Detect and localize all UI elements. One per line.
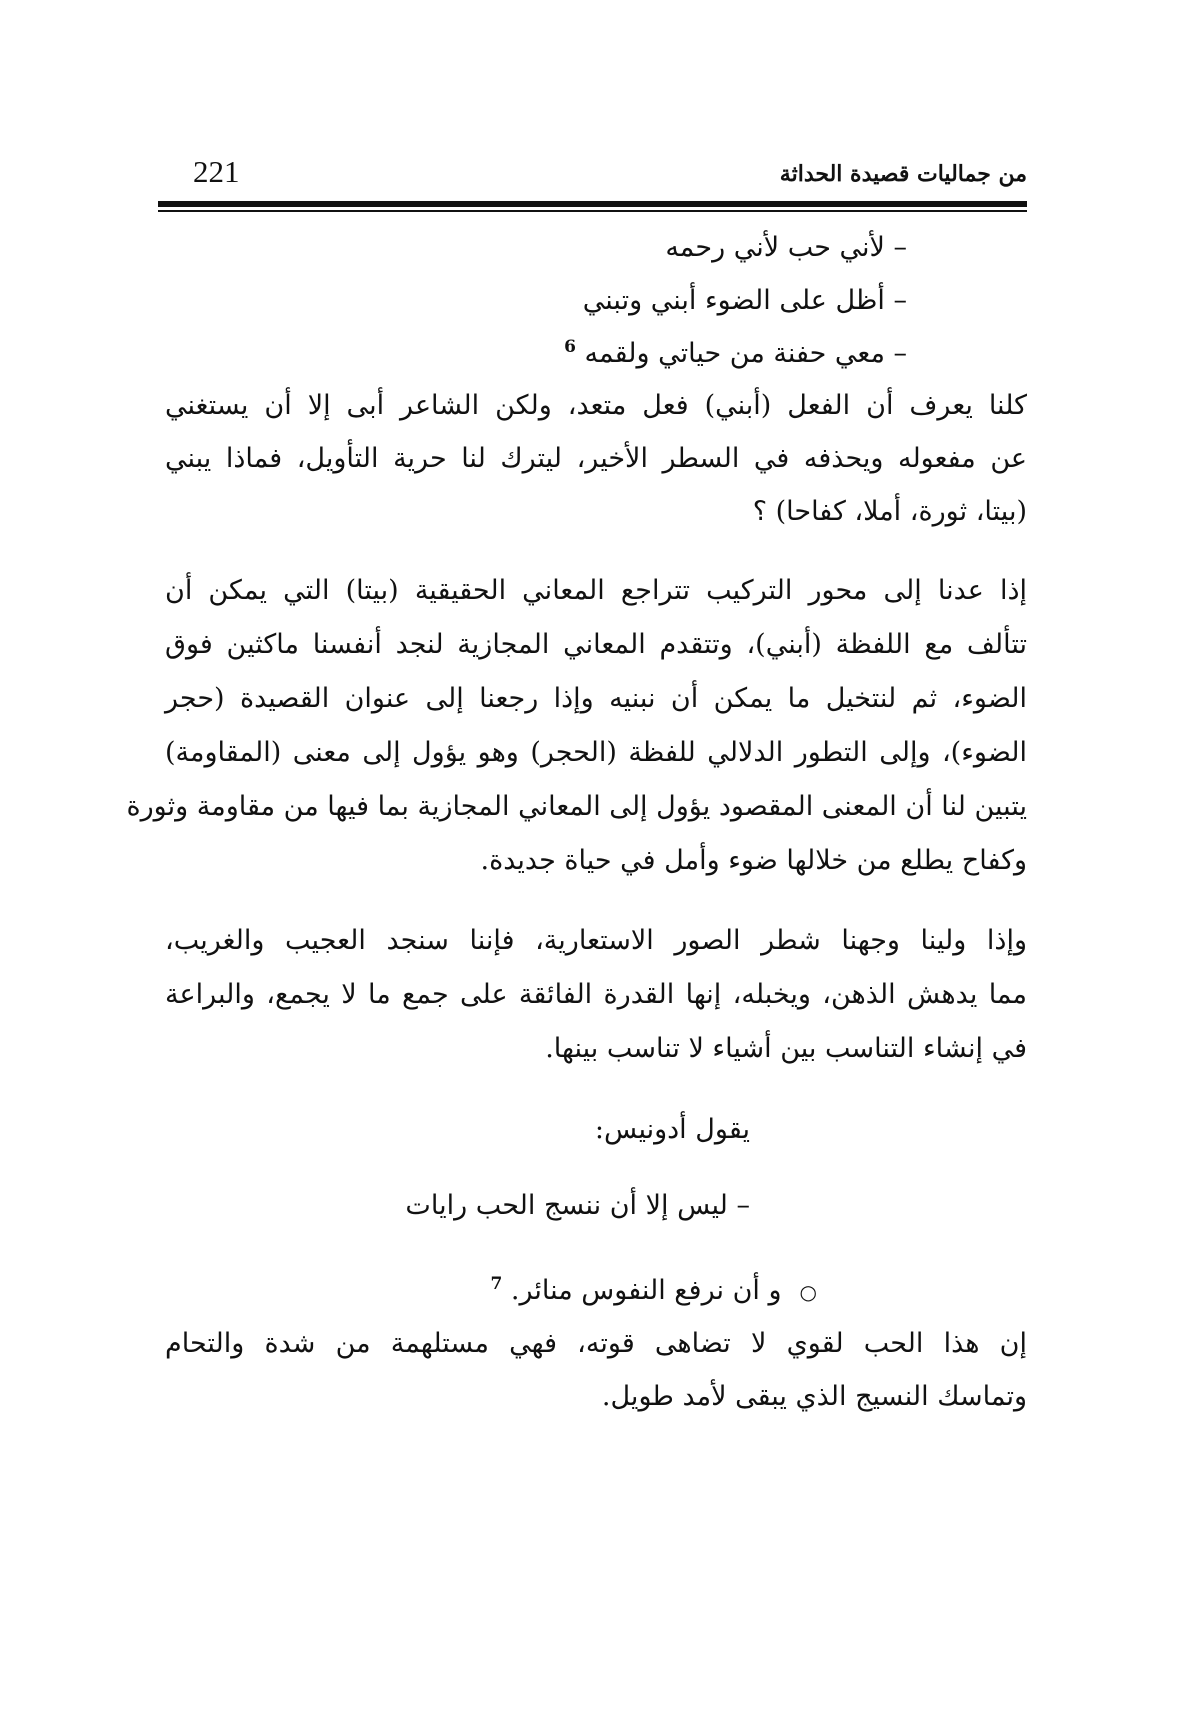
poem-line bbox=[490, 1271, 817, 1312]
quote-intro: يقول أدونيس: bbox=[594, 1114, 750, 1145]
poem-line bbox=[665, 228, 907, 268]
paragraph-line: كلنا يعرف أن الفعل (أبني) فعل متعد، ولكن الشاعر أبى إلا أن يستغني bbox=[165, 390, 1027, 421]
paragraph-line: عن مفعوله ويحذفه في السطر الأخير، ليترك لنا حرية التأويل، فماذا يبني bbox=[165, 443, 1027, 474]
paragraph-line: (بيتا، ثورة، أملا، كفاحا) ؟ bbox=[752, 496, 1027, 527]
paragraph-line: مما يدهش الذهن، ويخبله، إنها القدرة الفائقة على جمع ما لا يجمع، والبراعة bbox=[165, 979, 1027, 1010]
poem-line bbox=[405, 1186, 750, 1226]
paragraph-line: وإذا ولينا وجهنا شطر الصور الاستعارية، فإننا سنجد العجيب والغريب، bbox=[165, 925, 1027, 956]
paragraph-line: يتبين لنا أن المعنى المقصود يؤول إلى المعاني المجازية بما فيها من مقاومة وثورة bbox=[126, 791, 1027, 822]
poem-line bbox=[564, 334, 907, 374]
paragraph-line: الضوء)، وإلى التطور الدلالي للفظة (الحجر) وهو يؤول إلى معنى (المقاومة) bbox=[165, 737, 1027, 768]
paragraph-line: إذا عدنا إلى محور التركيب تتراجع المعاني الحقيقية (بيتا) التي يمكن أن bbox=[165, 575, 1027, 606]
footnote-ref: 6 bbox=[564, 337, 576, 357]
page-header bbox=[165, 152, 1027, 200]
poem-line-text: – ليس إلا أن ننسج الحب رايات bbox=[405, 1190, 750, 1221]
paragraph-line: الضوء، ثم لنتخيل ما يمكن أن نبنيه وإذا رجعنا إلى عنوان القصيدة (حجر bbox=[165, 683, 1027, 714]
running-title: من جماليات قصيدة الحداثة bbox=[779, 161, 1027, 187]
footnote-ref: 7 bbox=[490, 1274, 503, 1294]
header-rule-thick bbox=[158, 201, 1027, 207]
paragraph-line: في إنشاء التناسب بين أشياء لا تناسب بينها. bbox=[545, 1033, 1027, 1064]
poem-line-text: – معي حفنة من حياتي ولقمه bbox=[584, 338, 907, 369]
poem-line-text: و أن نرفع النفوس منائر. bbox=[510, 1275, 782, 1306]
header-rule-thin bbox=[158, 210, 1027, 212]
paragraph-line: تتألف مع اللفظة (أبني)، وتتقدم المعاني المجازية لنجد أنفسنا ماكثين فوق bbox=[165, 629, 1027, 660]
circle-bullet-icon: ○ bbox=[799, 1280, 817, 1304]
poem-line-text: – أظل على الضوء أبني وتبني bbox=[582, 285, 907, 316]
poem-line-text: – لأني حب لأني رحمه bbox=[665, 232, 907, 263]
page-number: 221 bbox=[193, 154, 240, 189]
paragraph-line: وتماسك النسيج الذي يبقى لأمد طويل. bbox=[601, 1381, 1027, 1412]
paragraph-line: إن هذا الحب لقوي لا تضاهى قوته، فهي مستلهمة من شدة والتحام bbox=[165, 1328, 1027, 1359]
paragraph-line: وكفاح يطلع من خلالها ضوء وأمل في حياة جديدة. bbox=[480, 845, 1027, 876]
poem-line bbox=[583, 281, 907, 321]
